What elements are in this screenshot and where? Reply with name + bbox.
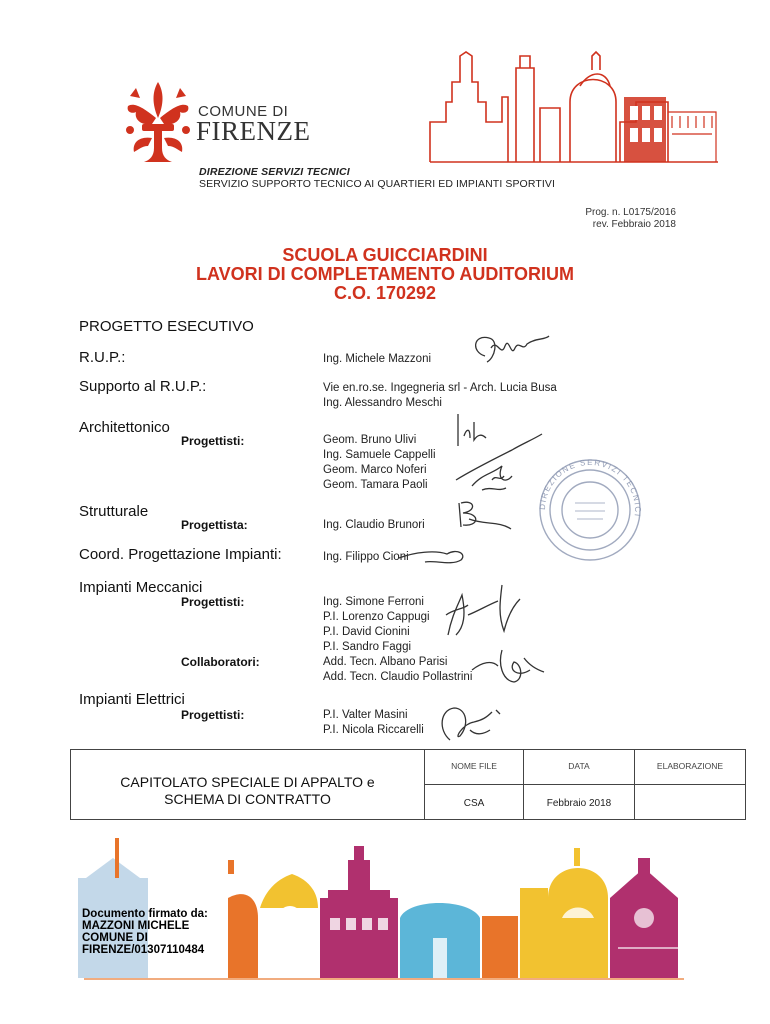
nome-file-header: NOME FILE <box>451 761 497 771</box>
elettrici-names <box>323 708 424 738</box>
list-item: P.I. Lorenzo Cappugi <box>323 611 430 623</box>
signature-ferroni <box>438 575 528 645</box>
list-item: Ing. Alessandro Meschi <box>323 397 442 409</box>
comune-line2: FIRENZE <box>196 116 311 146</box>
servizio-label: SERVIZIO SUPPORTO TECNICO AI QUARTIERI ED IMPIANTI SPORTIVI <box>199 178 555 190</box>
architettonico-sub: Progettisti: <box>181 434 245 448</box>
document-title-cell <box>71 750 425 819</box>
list-item: Add. Tecn. Albano Parisi <box>323 656 448 668</box>
signature-parisi <box>468 640 548 690</box>
firenze-lily-logo <box>122 78 194 168</box>
list-item: P.I. Nicola Riccarelli <box>323 724 424 736</box>
list-item: P.I. Sandro Faggi <box>323 641 412 653</box>
comune-line1: COMUNE DI <box>198 103 289 120</box>
firma-line2: MAZZONI MICHELE <box>82 920 190 932</box>
collaboratori-sub: Collaboratori: <box>181 655 260 669</box>
meccanici-names <box>323 595 430 655</box>
architettonico-names <box>323 433 436 493</box>
title-line2: LAVORI DI COMPLETAMENTO AUDITORIUM <box>196 264 574 284</box>
elettrici-sub: Progettisti: <box>181 708 245 722</box>
elettrici-label: Impianti Elettrici <box>79 691 185 708</box>
collaboratori-names <box>323 655 472 685</box>
signature-cappelli <box>452 430 547 500</box>
skyline-top-illustration <box>420 42 720 167</box>
svg-text:DIREZIONE SERVIZI TECNICI <box>538 458 642 518</box>
meccanici-sub: Progettisti: <box>181 595 245 609</box>
list-item: Ing. Samuele Cappelli <box>323 449 436 461</box>
coord-label: Coord. Progettazione Impianti: <box>79 546 282 563</box>
coord-name: Ing. Filippo Cioni <box>323 551 409 563</box>
elaborazione-header: ELABORAZIONE <box>656 761 724 771</box>
supporto-label: Supporto al R.U.P.: <box>79 378 207 395</box>
strutturale-name: Ing. Claudio Brunori <box>323 519 425 531</box>
project-number: Prog. n. L0175/2016 <box>585 207 676 218</box>
firma-line3: COMUNE DI <box>82 932 148 944</box>
list-item: Geom. Tamara Paoli <box>323 479 428 491</box>
list-item: Ing. Simone Ferroni <box>323 596 424 608</box>
document-title-line1: CAPITOLATO SPECIALE DI APPALTO e <box>120 774 375 790</box>
meccanici-label: Impianti Meccanici <box>79 579 203 596</box>
nome-file-value: CSA <box>463 798 485 809</box>
list-item: Vie en.ro.se. Ingegneria srl - Arch. Lucia Busa <box>323 382 557 394</box>
signature-masini <box>430 700 505 745</box>
strutturale-label: Strutturale <box>79 503 149 520</box>
list-item: Add. Tecn. Claudio Pollastrini <box>323 671 473 683</box>
firma-line1: Documento firmato da: <box>82 908 208 920</box>
document-title-line2: SCHEMA DI CONTRATTO <box>164 791 331 807</box>
document-title <box>71 774 424 808</box>
architettonico-label: Architettonico <box>79 419 170 436</box>
data-header: DATA <box>568 761 590 771</box>
signature-brunori <box>455 495 515 535</box>
list-item: Geom. Marco Noferi <box>323 464 427 476</box>
signature-cioni <box>395 540 470 570</box>
direzione-label: DIREZIONE SERVIZI TECNICI <box>199 166 350 178</box>
project-number-block <box>585 207 676 231</box>
stamp-text: DIREZIONE SERVIZI TECNICI <box>537 457 643 519</box>
revision-date: rev. Febbraio 2018 <box>592 219 676 230</box>
progetto-esecutivo-heading: PROGETTO ESECUTIVO <box>79 318 254 335</box>
title-line3: C.O. 170292 <box>333 283 437 303</box>
box-divider <box>425 784 745 785</box>
firma-line4: FIRENZE/01307110484 <box>82 944 205 956</box>
document-info-box <box>70 749 746 820</box>
official-stamp <box>535 455 645 565</box>
digital-signature-note <box>82 908 208 956</box>
supporto-names <box>323 381 557 411</box>
title-line1: SCUOLA GUICCIARDINI <box>282 245 488 265</box>
strutturale-sub: Progettista: <box>181 518 248 532</box>
rup-name: Ing. Michele Mazzoni <box>323 353 432 365</box>
rup-label: R.U.P.: <box>79 349 126 366</box>
data-value: Febbraio 2018 <box>546 798 612 809</box>
list-item: P.I. David Cionini <box>323 626 410 638</box>
signature-rup <box>465 328 555 378</box>
list-item: Geom. Bruno Ulivi <box>323 434 417 446</box>
list-item: P.I. Valter Masini <box>323 709 408 721</box>
